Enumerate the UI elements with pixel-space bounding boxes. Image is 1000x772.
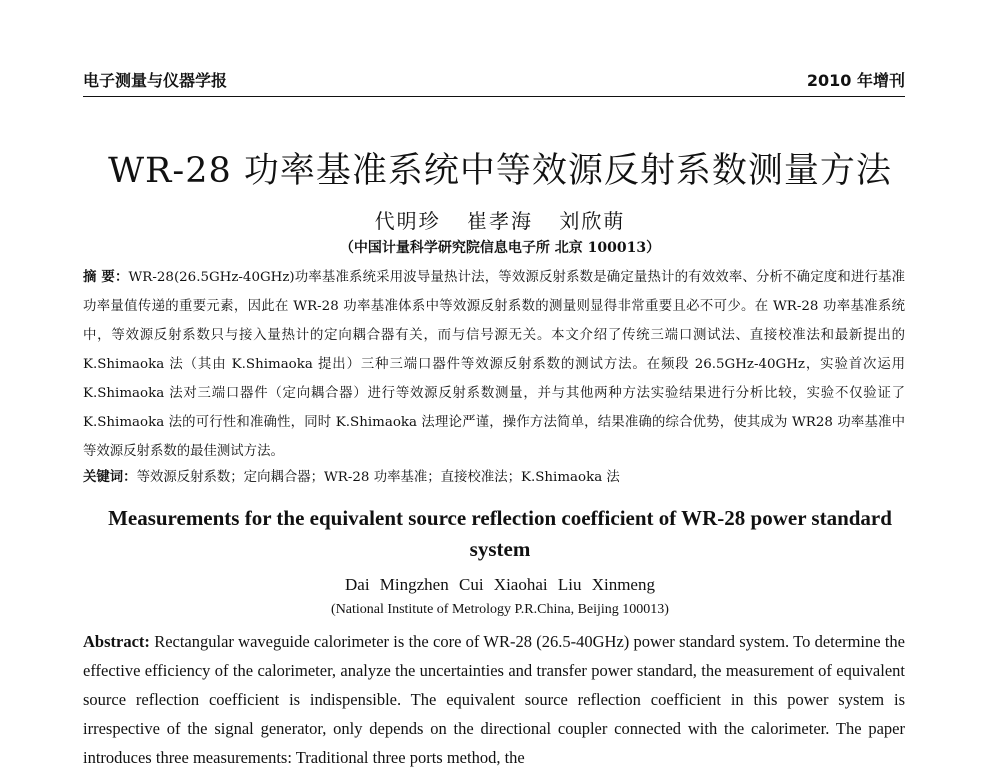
header-rule	[83, 96, 905, 97]
running-head	[83, 68, 905, 91]
english-authors: Dai Mingzhen Cui Xiaohai Liu Xinmeng	[345, 575, 655, 594]
chinese-affiliation: （中国计量科学研究院信息电子所 北京 100013）	[339, 240, 661, 256]
english-abstract-text: Rectangular waveguide calorimeter is the core of WR-28 (26.5-40GHz) power standard system. To determine the effective efficiency of the calorimeter, analyze the uncertainties and transfer power standard, the measurement of equivalent source reflection coefficient is indispensible. The equivalent source reflection coefficient in this power system is irrespective of the signal generator, only depends on the directional coupler connected with the calorimeter. The paper introduces three measurements: Traditional three ports method, the	[83, 632, 905, 767]
english-abstract	[83, 627, 905, 772]
chinese-authors: 代明珍 崔孝海 刘欣萌	[374, 209, 626, 233]
chinese-keywords	[83, 463, 905, 492]
chinese-abstract-text: WR-28(26.5GHz-40GHz)功率基准系统采用波导量热计法，等效源反射系数是确定量热计的有效效率、分析不确定度和进行基准功率量值传递的重要元素，因此在 WR-28 功率基准体系中等效源反射系数的测量则显得非常重要且必不可少。在 WR-28 功率基准系统中，等效源反射系数只与接入量热计的定向耦合器有关，而与信号源无关。本文介绍了传统三端口测试法、直接校准法和最新提出的 K.Shimaoka 法（其由 K.Shimaoka 提出）三种三端口器件等效源反射系数的测试方法。在频段 26.5GHz-40GHz，实验首次运用 K.Shimaoka 法对三端口器件（定向耦合器）进行等效源反射系数测量，并与其他两种方法实验结果进行分析比较，实验不仅验证了 K.Shimaoka 法的可行性和准确性，同时 K.Shimaoka 法理论严谨，操作方法简单，结果准确的综合优势，使其成为 WR28 功率基准中等效源反射系数的最佳测试方法。	[83, 270, 905, 459]
chinese-keywords-label: 关键词：	[83, 470, 137, 485]
issue-label: 2010 年增刊	[806, 71, 905, 90]
chinese-abstract-label: 摘 要：	[83, 270, 129, 285]
english-title: Measurements for the equivalent source reflection coefficient of WR-28 power standard system	[108, 506, 892, 561]
chinese-title: WR-28 功率基准系统中等效源反射系数测量方法	[108, 151, 892, 191]
english-affiliation: (National Institute of Metrology P.R.China, Beijing 100013)	[331, 602, 669, 617]
journal-name: 电子测量与仪器学报	[83, 71, 228, 90]
english-abstract-label: Abstract:	[83, 632, 150, 651]
chinese-abstract	[83, 263, 905, 466]
chinese-keywords-text: 等效源反射系数；定向耦合器；WR-28 功率基准；直接校准法；K.Shimaoka 法	[136, 470, 620, 485]
